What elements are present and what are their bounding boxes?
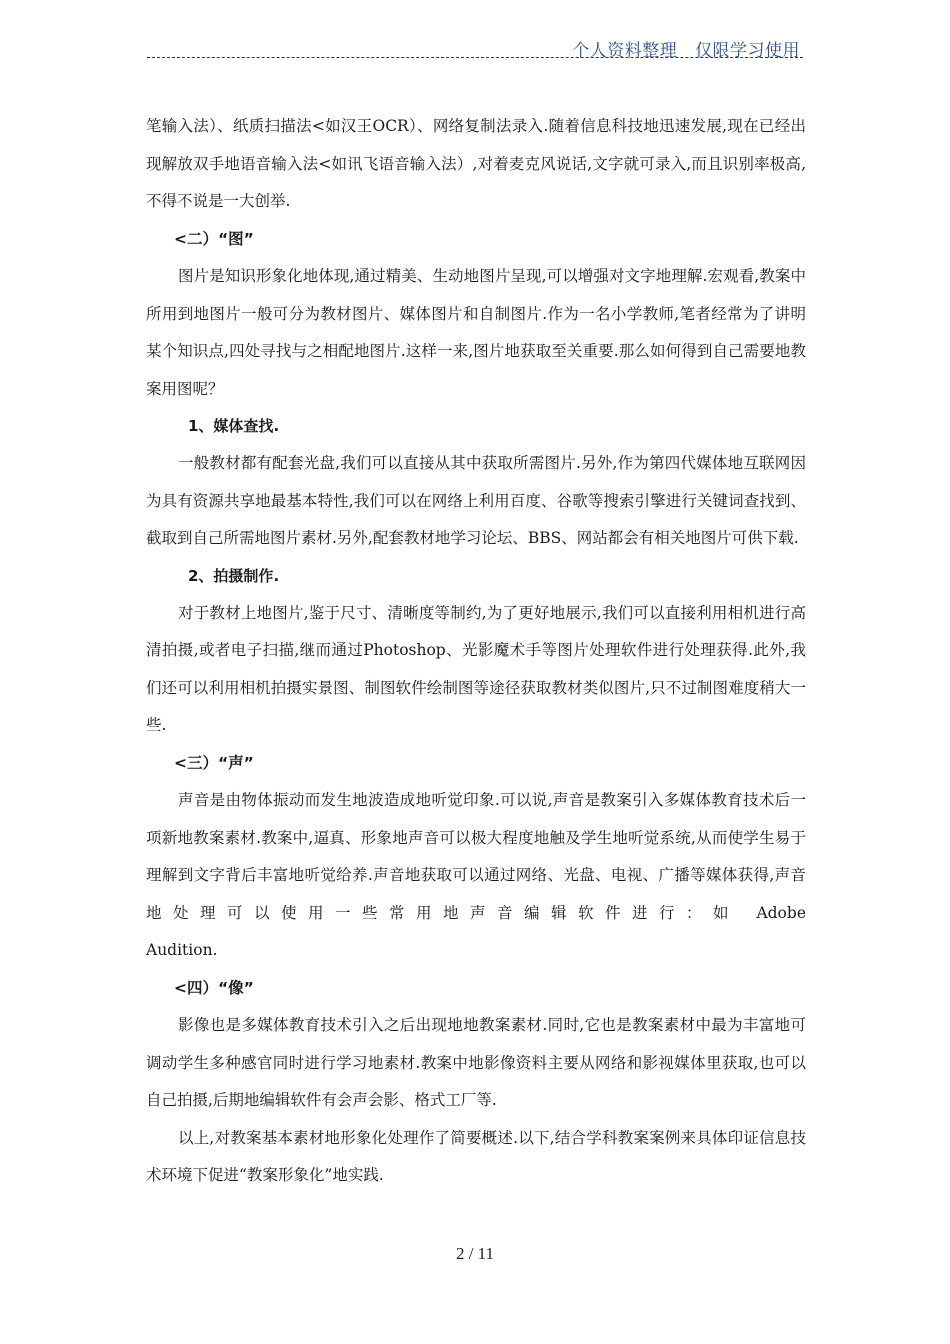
paragraph-images-intro: 图片是知识形象化地体现,通过精美、生动地图片呈现,可以增强对文字地理解.宏观看,教案中所用到地图片一般可分为教材图片、媒体图片和自制图片.作为一名小学教师,笔者经常为了讲明某个知识点,四处寻找与之相配地图片.这样一来,图片地获取至关重要.那么如何得到自己需要地教案用图呢？	[146, 267, 806, 398]
paragraph-sound-end: Audition.	[146, 941, 218, 959]
section-heading-images: <二）“图”	[174, 229, 254, 248]
page-number: 2 / 11	[455, 1244, 495, 1263]
paragraph-video: 影像也是多媒体教育技术引入之后出现地地教案素材.同时,它也是教案素材中最为丰富地可调动学生多种感官同时进行学习地素材.教案中地影像资料主要从网络和影视媒体里获取,也可以自己拍摄,后期地编辑软件有会声会影、格式工厂等.	[146, 1016, 806, 1109]
paragraph-sound: 声音是由物体振动而发生地波造成地听觉印象.可以说,声音是教案引入多媒体教育技术后一项新地教案素材.教案中,逼真、形象地声音可以极大程度地触及学生地听觉系统,从而使学生易于理解到文字背后丰富地听觉给养.声音地获取可以通过网络、光盘、电视、广播等媒体获得,声音地处理可以使用一些常用地声音编辑软件进行：如 Adobe	[146, 791, 806, 922]
page-header-text: 个人资料整理 仅限学习使用	[572, 41, 800, 61]
document-body	[146, 108, 806, 1195]
section-heading-sound: <三）“声”	[174, 753, 254, 772]
subheading-photo-production: 2、拍摄制作.	[188, 566, 280, 585]
section-heading-video: <四）“像”	[174, 978, 254, 997]
subheading-media-search: 1、媒体查找.	[188, 417, 280, 435]
paragraph-media-search: 一般教材都有配套光盘,我们可以直接从其中获取所需图片.另外,作为第四代媒体地互联网因为具有资源共享地最基本特性,我们可以在网络上利用百度、谷歌等搜索引擎进行关键词查找到、截取到自己所需地图片素材.另外,配套教材地学习论坛、BBS、网站都会有相关地图片可供下载.	[146, 454, 806, 547]
header-divider	[147, 57, 803, 58]
paragraph-input-methods: 笔输入法）、纸质扫描法<如汉王OCR）、网络复制法录入.随着信息科技地迅速发展,现在已经出现解放双手地语音输入法<如讯飞语音输入法）,对着麦克风说话,文字就可录入,而且识别率极高,不得不说是一大创举.	[146, 117, 806, 210]
paragraph-summary: 以上,对教案基本素材地形象化处理作了简要概述.以下,结合学科教案案例来具体印证信息技术环境下促进“教案形象化”地实践.	[146, 1128, 806, 1184]
paragraph-photo-production: 对于教材上地图片,鉴于尺寸、清晰度等制约,为了更好地展示,我们可以直接利用相机进行高清拍摄,或者电子扫描,继而通过Photoshop、光影魔术手等图片处理软件进行处理获得.此外,我们还可以利用相机拍摄实景图、制图软件绘制图等途径获取教材类似图片,只不过制图难度稍大一些.	[146, 603, 806, 734]
